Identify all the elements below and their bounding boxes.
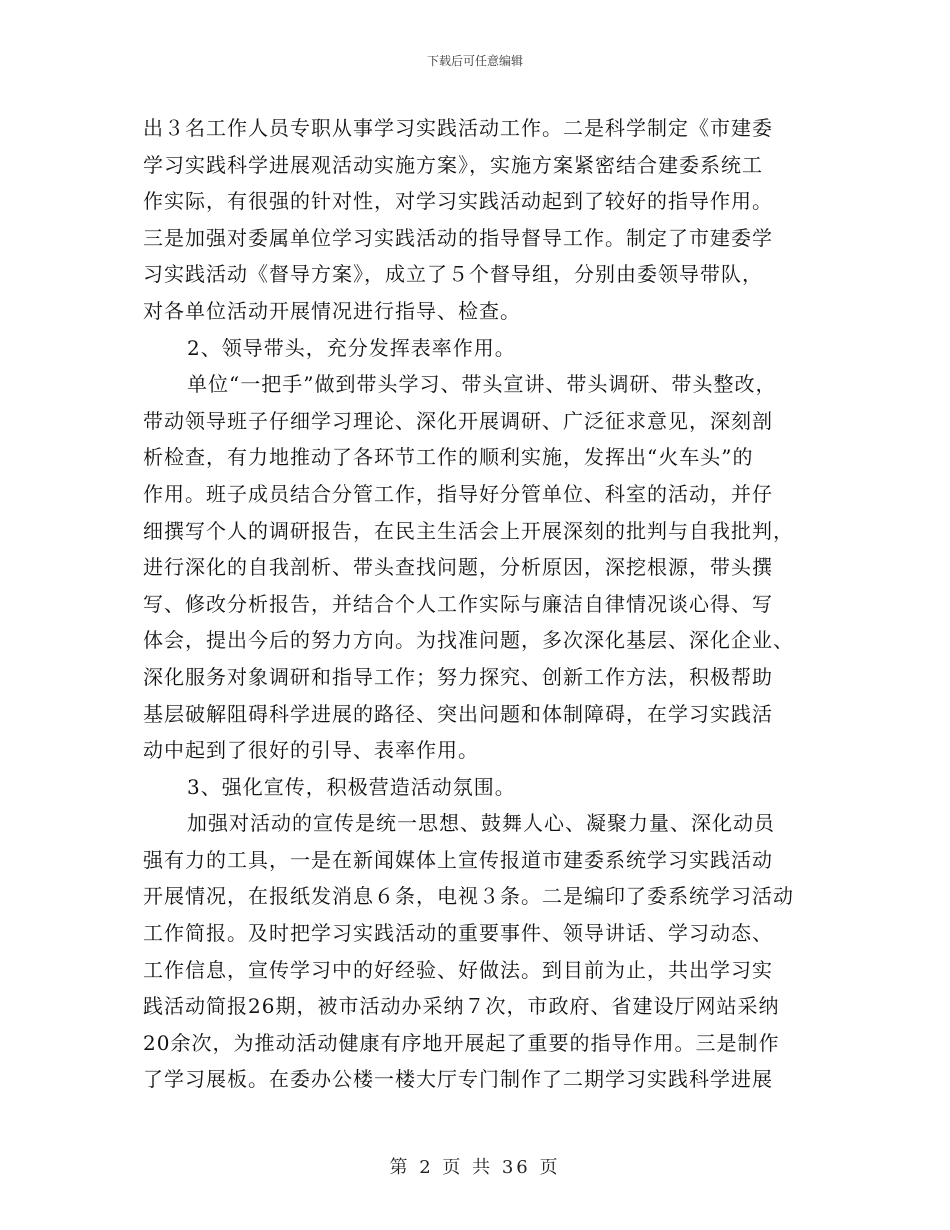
text-line: 体会，提出今后的努力方向。为找准问题，多次深化基层、深化企业、 <box>143 628 794 653</box>
text-line: 细撰写个人的调研报告，在民主生活会上开展深刻的批判与自我批判， <box>143 518 794 543</box>
section-heading: 3、强化宣传，积极营造活动氛围。 <box>187 774 516 799</box>
text-line: 三是加强对委属单位学习实践活动的指导督导工作。制定了市建委学 <box>143 225 773 250</box>
text-line: 开展情况，在报纸发消息６条，电视３条。二是编印了委系统学习活动 <box>143 884 794 909</box>
text-line: 对各单位活动开展情况进行指导、检查。 <box>143 298 521 323</box>
text-line: 基层破解阻碍科学进展的路径、突出问题和体制障碍，在学习实践活 <box>143 701 773 726</box>
text-line: 强有力的工具，一是在新闻媒体上宣传报道市建委系统学习实践活动 <box>143 847 773 872</box>
text-line: 践活动简报26期，被市活动办采纳７次，市政府、省建设厅网站采纳 <box>143 994 780 1019</box>
text-line: 进行深化的自我剖析、带头查找问题，分析原因，深挖根源，带头撰 <box>143 555 773 580</box>
text-line: 作用。班子成员结合分管工作，指导好分管单位、科室的活动，并仔 <box>143 481 773 506</box>
text-line: 出３名工作人员专职从事学习实践活动工作。二是科学制定《市建委 <box>143 116 773 140</box>
section-heading: 2、领导带头，充分发挥表率作用。 <box>187 335 516 360</box>
text-line: 带动领导班子仔细学习理论、深化开展调研、广泛征求意见，深刻剖 <box>143 408 773 433</box>
text-line: 了学习展板。在委办公楼一楼大厅专门制作了二期学习实践科学进展 <box>143 1067 773 1092</box>
page-header: 下载后可任意编辑 <box>426 54 523 68</box>
text-line: 学习实践科学进展观活动实施方案》，实施方案紧密结合建委系统工 <box>143 152 763 177</box>
text-line: 工作信息，宣传学习中的好经验、好做法。到目前为止，共出学习实 <box>143 957 773 982</box>
paragraph-start: 单位“一把手”做到带头学习、带头宣讲、带头调研、带头整改， <box>187 372 777 397</box>
text-line: 动中起到了很好的引导、表率作用。 <box>143 738 479 763</box>
document-body <box>143 110 833 1098</box>
text-line: 写、修改分析报告，并结合个人工作实际与廉洁自律情况谈心得、写 <box>143 591 773 616</box>
text-line: 习实践活动《督导方案》，成立了５个督导组，分别由委领导带队， <box>143 262 763 287</box>
page-number-footer: 第 2 页 共 36 页 <box>389 1157 561 1178</box>
text-line: 深化服务对象调研和指导工作；努力探究、创新工作方法，积极帮助 <box>143 664 773 689</box>
paragraph-start: 加强对活动的宣传是统一思想、鼓舞人心、凝聚力量、深化动员 <box>187 811 775 836</box>
text-line: 析检查，有力地推动了各环节工作的顺利实施，发挥出“火车头”的 <box>143 445 754 470</box>
text-line: 作实际，有很强的针对性，对学习实践活动起到了较好的指导作用。 <box>143 189 773 214</box>
text-line: 工作简报。及时把学习实践活动的重要事件、领导讲话、学习动态、 <box>143 921 773 946</box>
text-line: 20余次，为推动活动健康有序地开展起了重要的指导作用。三是制作 <box>143 1030 780 1055</box>
